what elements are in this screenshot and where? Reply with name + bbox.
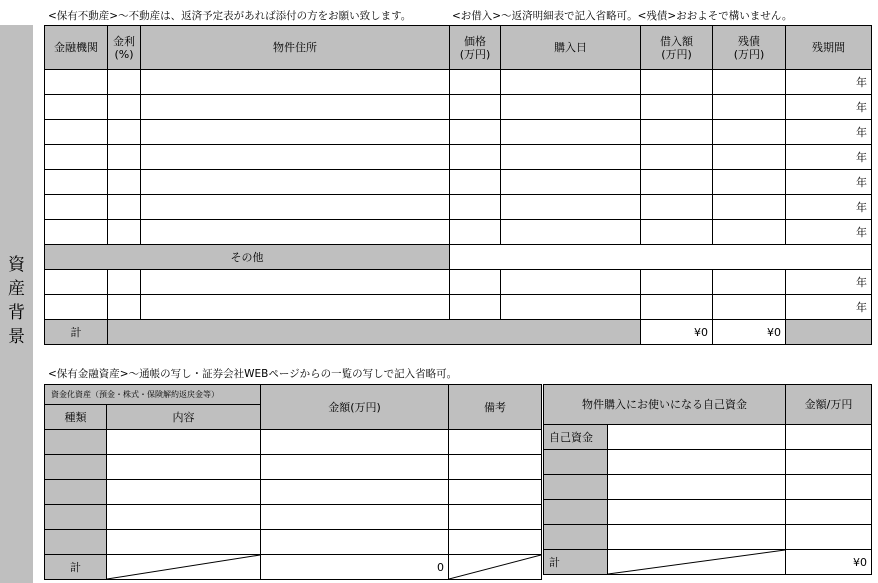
asset-amount-cell[interactable] [261,455,449,480]
price-cell[interactable] [450,195,501,220]
header-address: 物件住所 [141,26,450,70]
bank-cell[interactable] [45,70,108,95]
own-funds-table [543,384,872,575]
loan-cell[interactable] [641,70,713,95]
loan-cell[interactable] [641,120,713,145]
asset-note-cell[interactable] [449,430,542,455]
header-remaining: 残期間 [786,26,872,70]
purchase-date-cell[interactable] [501,170,641,195]
balance-cell[interactable] [713,145,786,170]
bank-cell[interactable] [45,295,108,320]
own-funds-total-diagonal [608,550,786,575]
price-cell[interactable] [450,120,501,145]
asset-type-header: 種類 [45,405,107,430]
address-cell[interactable] [141,95,450,120]
bank-cell[interactable] [45,145,108,170]
asset-content-cell[interactable] [107,505,261,530]
own-funds-amount-cell[interactable] [786,425,872,450]
asset-note-header: 備考 [449,385,542,430]
asset-amount-header: 金額(万円) [261,385,449,430]
total-label: 計 [45,320,108,345]
header-loan: 借入額 (万円) [641,26,713,70]
asset-content-cell[interactable] [107,430,261,455]
side-char: 背 [8,303,25,323]
balance-cell[interactable] [713,270,786,295]
balance-cell[interactable] [713,95,786,120]
asset-total-diagonal [449,555,542,580]
asset-total-diagonal [107,555,261,580]
remaining-cell[interactable]: 年 [786,195,872,220]
asset-type-cell[interactable] [45,480,107,505]
asset-amount-cell[interactable] [261,530,449,555]
rate-cell[interactable] [108,270,141,295]
address-cell[interactable] [141,195,450,220]
address-cell[interactable] [141,220,450,245]
property-table [44,25,872,345]
asset-content-header: 内容 [107,405,261,430]
remaining-cell[interactable]: 年 [786,70,872,95]
own-funds-cell[interactable] [608,425,786,450]
price-cell[interactable] [450,70,501,95]
asset-content-cell[interactable] [107,455,261,480]
rate-cell[interactable] [108,70,141,95]
address-cell[interactable] [141,70,450,95]
remaining-cell[interactable]: 年 [786,120,872,145]
remaining-cell[interactable]: 年 [786,270,872,295]
address-cell[interactable] [141,295,450,320]
asset-group-header: 資金化資産（預金・株式・保険解約返戻金等） [45,385,261,405]
own-funds-cell[interactable] [608,450,786,475]
own-funds-amount-cell[interactable] [786,525,872,550]
own-funds-total-amount: ¥0 [786,550,872,575]
address-cell[interactable] [141,170,450,195]
remaining-cell[interactable]: 年 [786,145,872,170]
own-funds-total-label: 計 [544,550,608,575]
section-side-label [0,25,33,583]
remaining-cell[interactable]: 年 [786,170,872,195]
price-cell[interactable] [450,220,501,245]
asset-content-cell[interactable] [107,530,261,555]
loan-cell[interactable] [641,145,713,170]
real-estate-note: <保有不動産>～不動産は、返済予定表があれば添付の方をお願い致します。 [48,10,412,22]
side-char: 産 [8,279,25,299]
asset-total-amount: 0 [261,555,449,580]
price-cell[interactable] [450,295,501,320]
asset-type-cell[interactable] [45,505,107,530]
own-funds-label-cell[interactable] [544,475,608,500]
asset-amount-cell[interactable] [261,480,449,505]
header-bank: 金融機関 [45,26,108,70]
asset-amount-cell[interactable] [261,505,449,530]
address-cell[interactable] [141,145,450,170]
rate-cell[interactable] [108,120,141,145]
rate-cell[interactable] [108,145,141,170]
purchase-date-cell[interactable] [501,95,641,120]
bank-cell[interactable] [45,270,108,295]
loan-cell[interactable] [641,220,713,245]
asset-total-label: 計 [45,555,107,580]
asset-type-cell[interactable] [45,455,107,480]
asset-amount-cell[interactable] [261,430,449,455]
side-char: 資 [8,255,25,275]
price-cell[interactable] [450,170,501,195]
remaining-cell[interactable]: 年 [786,220,872,245]
rate-cell[interactable] [108,195,141,220]
balance-cell[interactable] [713,220,786,245]
own-funds-amount-cell[interactable] [786,500,872,525]
balance-cell[interactable] [713,170,786,195]
bank-cell[interactable] [45,170,108,195]
remaining-cell[interactable]: 年 [786,95,872,120]
address-cell[interactable] [141,270,450,295]
asset-table [44,384,542,580]
asset-note-cell[interactable] [449,455,542,480]
own-funds-label-cell[interactable] [544,500,608,525]
rate-cell[interactable] [108,220,141,245]
asset-note-cell[interactable] [449,530,542,555]
purchase-date-cell[interactable] [501,295,641,320]
asset-content-cell[interactable] [107,480,261,505]
loan-note: <お借入>～返済明細表で記入省略可。<残債>おおよそで構いません。 [452,10,793,22]
rate-cell[interactable] [108,295,141,320]
total-balance: ¥0 [713,320,786,345]
purchase-date-cell[interactable] [501,120,641,145]
balance-cell[interactable] [713,195,786,220]
loan-cell[interactable] [641,270,713,295]
total-blank [786,320,872,345]
own-funds-amount-header: 金額/万円 [786,385,872,425]
remaining-cell[interactable]: 年 [786,295,872,320]
own-funds-label: 自己資金 [544,425,608,450]
bank-cell[interactable] [45,95,108,120]
rate-cell[interactable] [108,170,141,195]
bank-cell[interactable] [45,120,108,145]
own-funds-amount-cell[interactable] [786,475,872,500]
own-funds-cell[interactable] [608,475,786,500]
purchase-date-cell[interactable] [501,70,641,95]
loan-cell[interactable] [641,95,713,120]
price-cell[interactable] [450,145,501,170]
purchase-date-cell[interactable] [501,145,641,170]
financial-note: <保有金融資産>～通帳の写し・証券会社WEBページからの一覧の写しで記入省略可。 [48,368,458,380]
own-funds-cell[interactable] [608,525,786,550]
rate-cell[interactable] [108,95,141,120]
price-cell[interactable] [450,95,501,120]
asset-type-cell[interactable] [45,430,107,455]
header-purchase-date: 購入日 [501,26,641,70]
loan-cell[interactable] [641,295,713,320]
loan-cell[interactable] [641,195,713,220]
own-funds-amount-cell[interactable] [786,450,872,475]
asset-type-cell[interactable] [45,530,107,555]
price-cell[interactable] [450,270,501,295]
side-char: 景 [8,327,25,347]
header-balance: 残債 (万円) [713,26,786,70]
purchase-date-cell[interactable] [501,220,641,245]
other-blank [450,245,872,270]
balance-cell[interactable] [713,120,786,145]
own-funds-header: 物件購入にお使いになる自己資金 [544,385,786,425]
own-funds-label-cell[interactable] [544,525,608,550]
balance-cell[interactable] [713,295,786,320]
total-loan: ¥0 [641,320,713,345]
bank-cell[interactable] [45,220,108,245]
header-price: 価格 (万円) [450,26,501,70]
loan-cell[interactable] [641,170,713,195]
own-funds-label-cell[interactable] [544,450,608,475]
bank-cell[interactable] [45,195,108,220]
purchase-date-cell[interactable] [501,270,641,295]
balance-cell[interactable] [713,70,786,95]
own-funds-cell[interactable] [608,500,786,525]
asset-note-cell[interactable] [449,505,542,530]
other-label: その他 [45,245,450,270]
total-blank [108,320,641,345]
purchase-date-cell[interactable] [501,195,641,220]
header-rate: 金利 (%) [108,26,141,70]
address-cell[interactable] [141,120,450,145]
asset-note-cell[interactable] [449,480,542,505]
